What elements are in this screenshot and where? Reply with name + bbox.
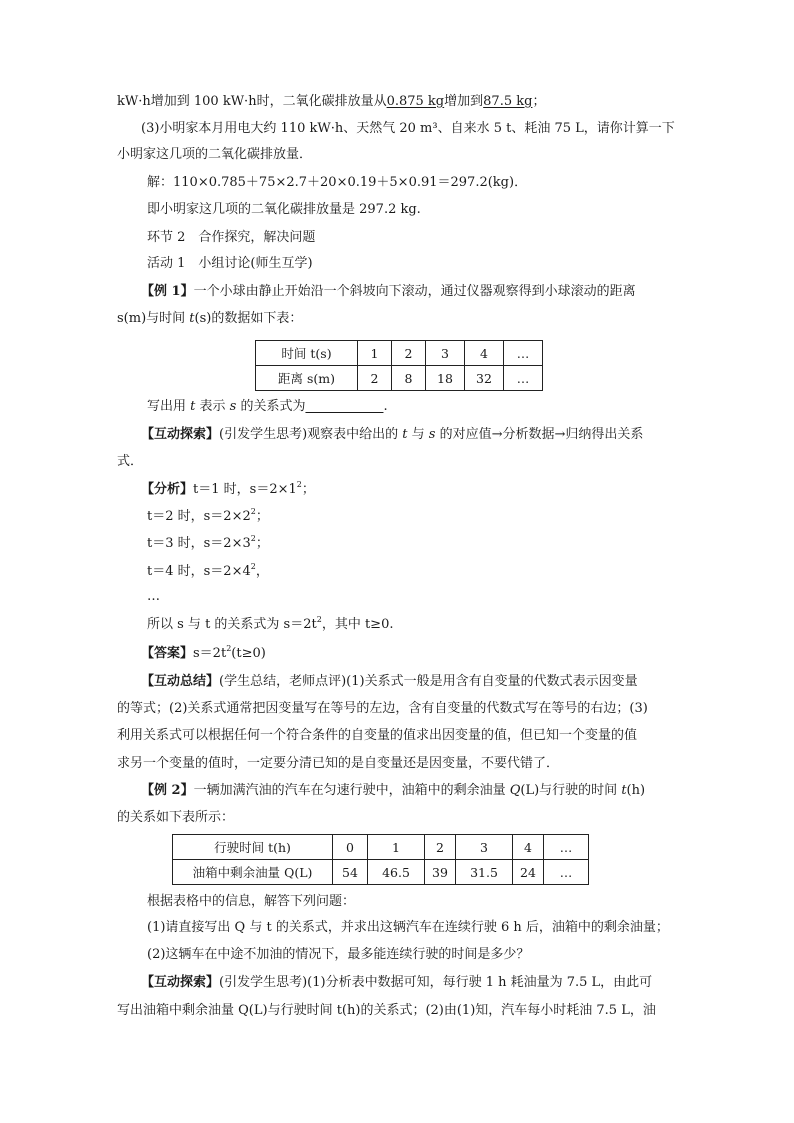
text-line: 求另一个变量的值时，一定要分清已知的是自变量还是因变量，不要代错了．: [117, 756, 560, 771]
table-cell: 31.5: [456, 860, 513, 885]
table-cell: 1: [358, 341, 392, 366]
row-header: 油箱中剩余油量 Q(L): [173, 860, 333, 885]
table-cell: 0: [333, 835, 368, 860]
text-line: 的等式；(2)关系式通常把因变量写在等号的左边，含有自变量的代数式写在等号的右边；(3): [117, 701, 648, 716]
table-cell: …: [544, 860, 589, 885]
analysis-line: t＝3 时，$s=2\times 3^2$；: [147, 534, 269, 551]
table-cell: 3: [426, 341, 465, 366]
example-2-intro: 【例 2】一辆加满汽油的汽车在匀速行驶中，油箱中的剩余油量 Q(L)与行驶的时间 t(h): [141, 783, 646, 798]
analysis-line: t＝2 时，$s=2\times 2^2$；: [147, 507, 269, 524]
example-1-intro: 【例 1】一个小球由静止开始沿一个斜坡向下滚动，通过仪器观察得到小球滚动的距离: [141, 284, 636, 299]
table-cell: 32: [465, 366, 504, 391]
table-cell: 4: [513, 835, 544, 860]
ellipsis-line: …: [147, 589, 160, 604]
analysis-conclusion: 所以 s 与 t 的关系式为 $s=2t^2$，其中 t≥0.: [147, 615, 394, 632]
text-line: kW·h增加到 100 kW·h时，二氧化碳排放量从0.875 kg增加到87.5 kg；: [117, 94, 546, 109]
solution-line: 解：110×0.785＋75×2.7＋20×0.19＋5×0.91＝297.2(kg)．: [147, 175, 528, 190]
text-line: 的关系如下表所示：: [117, 810, 235, 825]
text-line: 【互动探索】(引发学生思考)观察表中给出的 t 与 s 的对应值→分析数据→归纳得出关系: [141, 427, 644, 442]
activity-heading: 活动 1 小组讨论(师生互学): [147, 256, 313, 271]
table-row: [256, 366, 543, 391]
text-line: 写出油箱中剩余油量 Q(L)与行驶时间 t(h)的关系式；(2)由(1)知，汽车每小时耗油 7.5 L，油: [117, 1003, 656, 1018]
table-cell: 46.5: [368, 860, 425, 885]
table-cell: 54: [333, 860, 368, 885]
table-cell: 8: [392, 366, 426, 391]
answer-underline: 0.875 kg: [386, 94, 445, 109]
table-cell: 2: [425, 835, 456, 860]
table-cell: 1: [368, 835, 425, 860]
example-2-table: [172, 834, 589, 885]
answer-underline: 87.5 kg: [483, 94, 533, 109]
text-line: 式．: [117, 454, 144, 469]
table-cell: 2: [358, 366, 392, 391]
text-line: 写出用 t 表示 s 的关系式为 .: [147, 399, 388, 414]
table-row: [173, 860, 589, 885]
explore-line: 【互动探索】(引发学生思考)(1)分析表中数据可知，每行驶 1 h 耗油量为 7.5 L，由此可: [141, 975, 653, 990]
table-cell: …: [544, 835, 589, 860]
answer-line: 【答案】$s=2t^2(t\ge 0)$: [141, 644, 266, 661]
table-row: [173, 835, 589, 860]
analysis-line: t＝4 时，$s=2\times 4^2$，: [147, 562, 269, 579]
text-line: 利用关系式可以根据任何一个符合条件的自变量的值求出因变量的值，但已知一个变量的值: [117, 728, 638, 743]
summary-line: 【互动总结】(学生总结，老师点评)(1)关系式一般是用含有自变量的代数式表示因变量: [141, 674, 638, 689]
text-line: s(m)与时间 t(s)的数据如下表：: [117, 311, 303, 326]
text-line: 根据表格中的信息，解答下列问题：: [147, 894, 356, 909]
table-cell: …: [504, 341, 543, 366]
row-header: 距离 s(m): [256, 366, 358, 391]
conclusion-line: 即小明家这几项的二氧化碳排放量是 297.2 kg.: [147, 202, 421, 217]
example-1-table: [255, 340, 543, 391]
table-row: [256, 341, 543, 366]
section-heading: 环节 2 合作探究，解决问题: [147, 230, 316, 245]
table-cell: 2: [392, 341, 426, 366]
question-1: (1)请直接写出 Q 与 t 的关系式，并求出这辆汽车在连续行驶 6 h 后，油箱中的剩余油量；: [147, 920, 669, 935]
row-header: 行驶时间 t(h): [173, 835, 333, 860]
question-2: (2)这辆车在中途不加油的情况下，最多能连续行驶的时间是多少？: [147, 947, 530, 962]
table-cell: …: [504, 366, 543, 391]
row-header: 时间 t(s): [256, 341, 358, 366]
answer-blank: [305, 399, 383, 414]
table-cell: 18: [426, 366, 465, 391]
analysis-line: 【分析】t＝1 时，$s=2\times 1^2$；: [141, 480, 315, 497]
table-cell: 24: [513, 860, 544, 885]
table-cell: 3: [456, 835, 513, 860]
text-line: 小明家这几项的二氧化碳排放量．: [117, 147, 313, 162]
question-3: (3)小明家本月用电大约 110 kW·h、天然气 20 m³、自来水 5 t、耗油 75 L，请你计算一下: [141, 121, 675, 136]
table-cell: 4: [465, 341, 504, 366]
table-cell: 39: [425, 860, 456, 885]
